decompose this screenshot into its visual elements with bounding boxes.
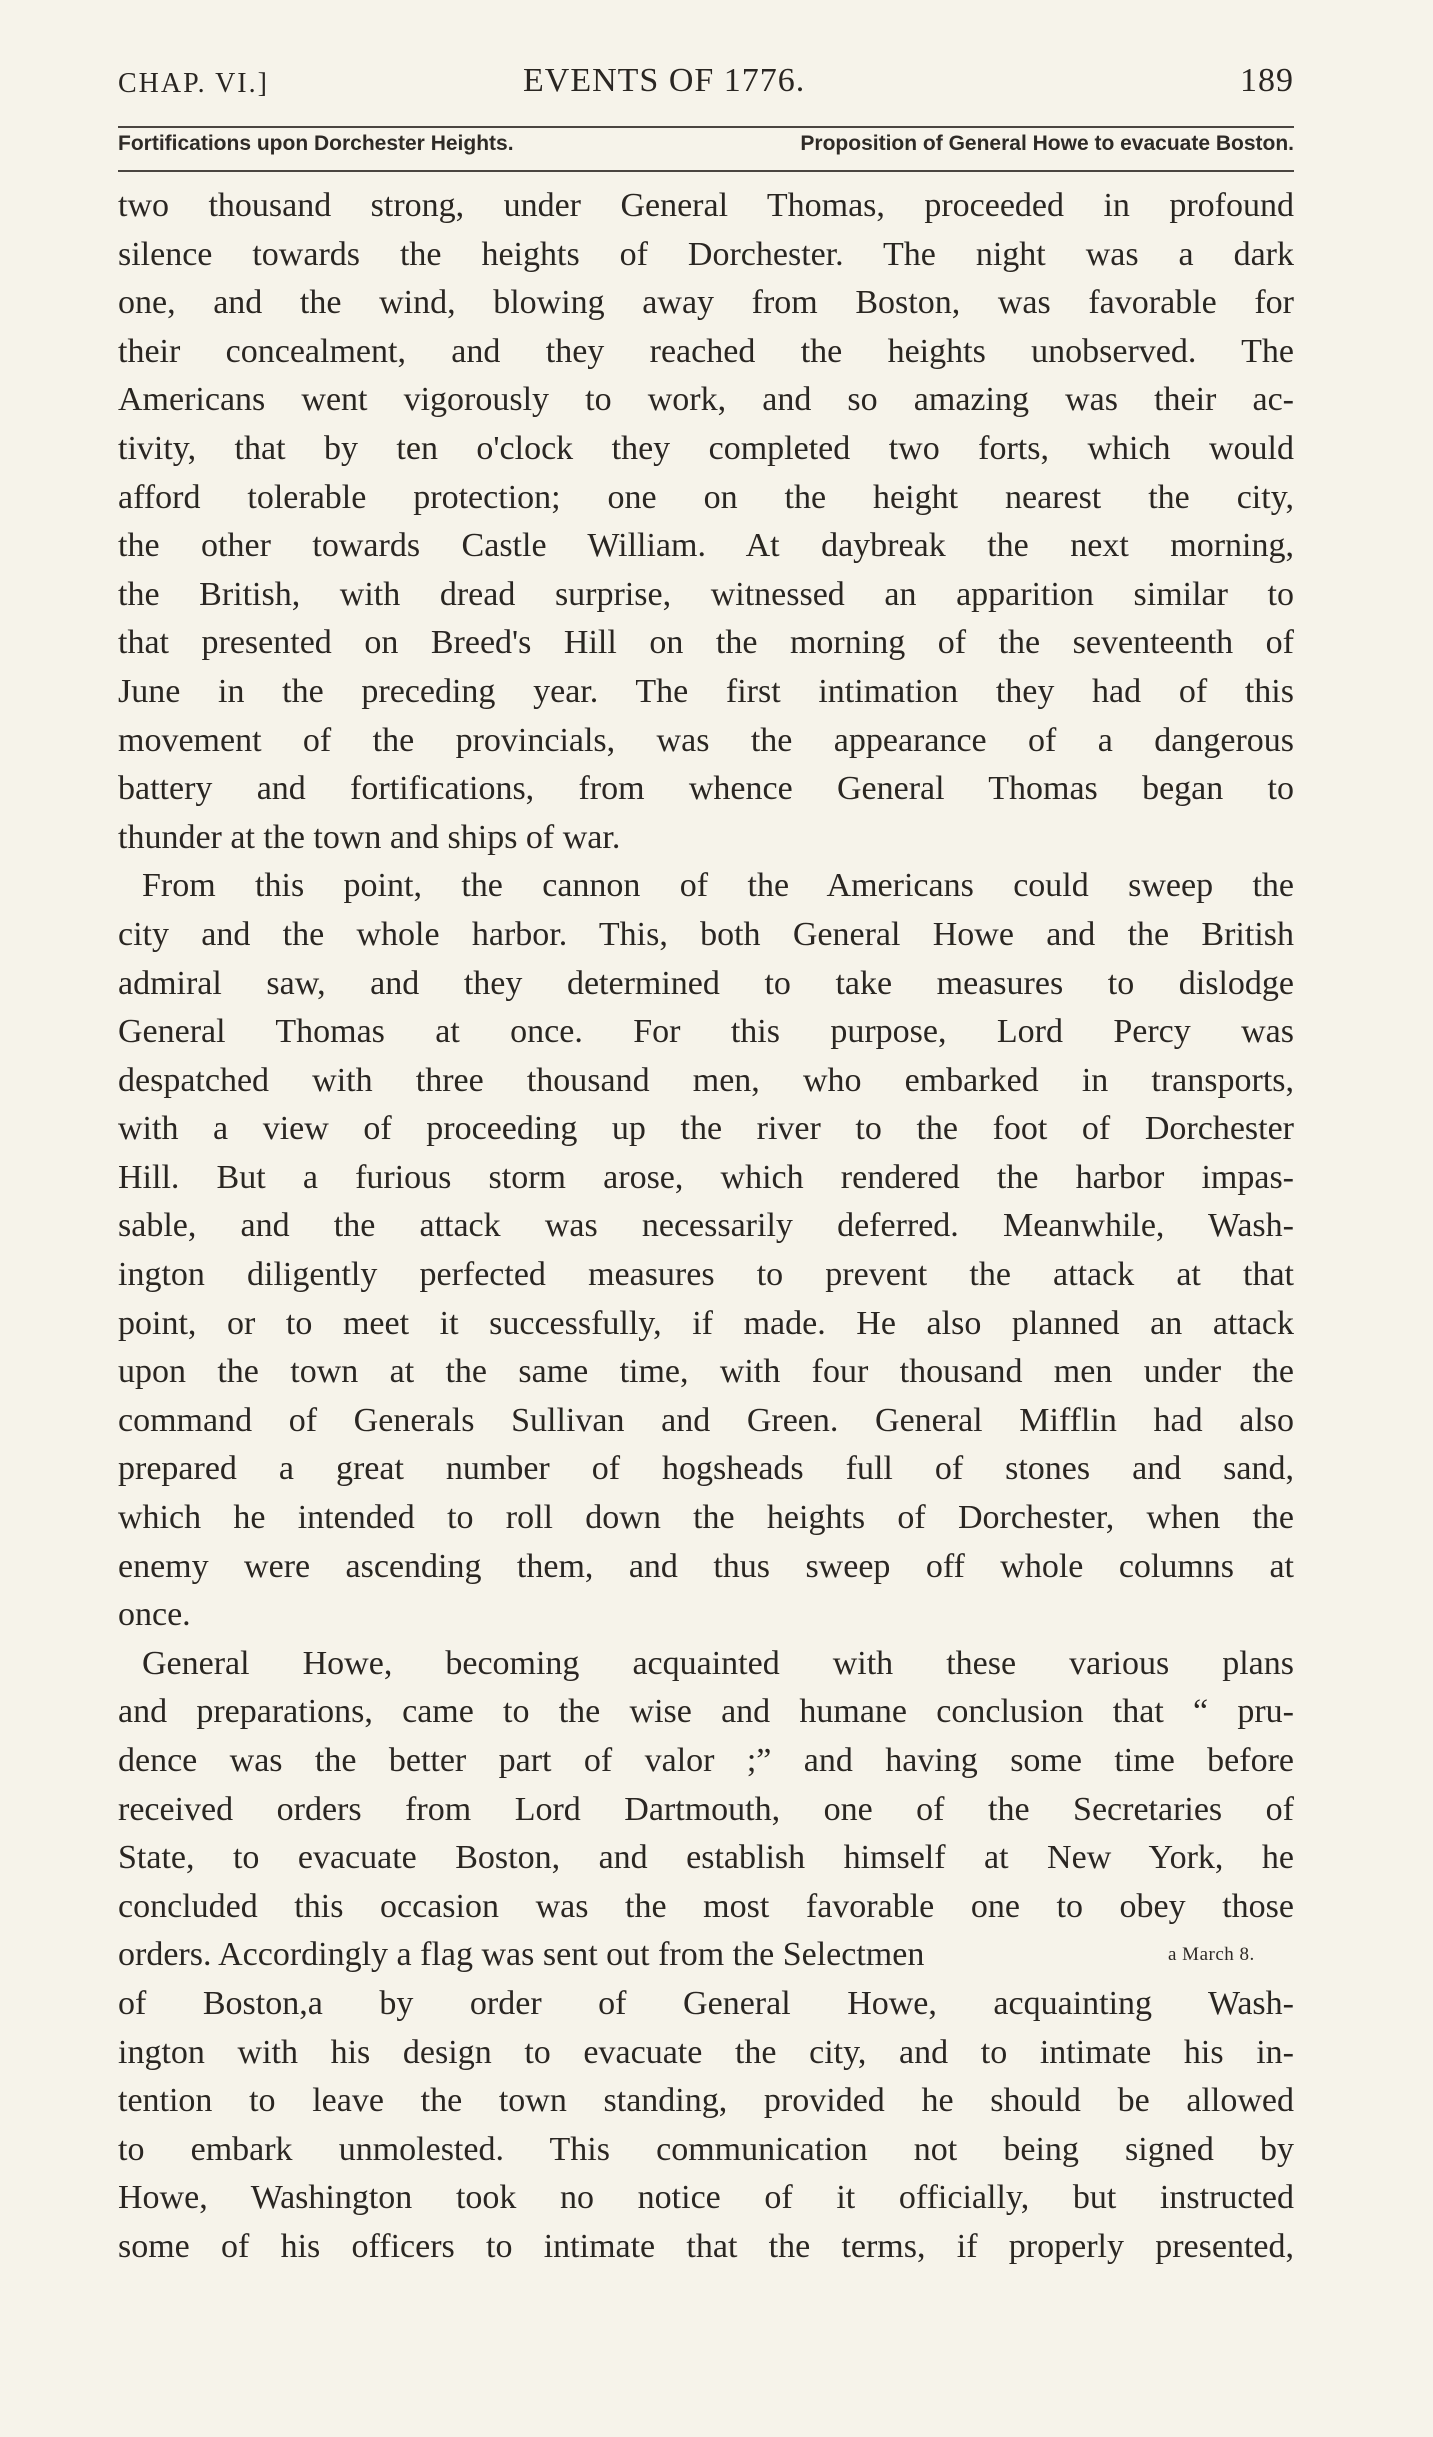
text-line: upon the town at the same time, with four thousand men under the	[118, 1353, 1294, 1391]
text-line: the other towards Castle William. At daybreak the next morning,	[118, 527, 1294, 565]
text-line: the British, with dread surprise, witnessed an apparition similar to	[118, 575, 1294, 613]
text-line: battery and fortifications, from whence General Thomas began to	[118, 770, 1294, 808]
text-line: with a view of proceeding up the river to the foot of Dorchester	[118, 1110, 1294, 1148]
subheader-left: Fortifications upon Dorchester Heights.	[118, 132, 514, 155]
text-line: command of Generals Sullivan and Green. General Mifflin had also	[118, 1401, 1294, 1439]
text-line: Americans went vigorously to work, and so amazing was their ac-	[118, 381, 1294, 419]
text-line: June in the preceding year. The first intimation they had of this	[118, 672, 1294, 710]
running-head	[118, 62, 1294, 112]
text-line: once.	[118, 1596, 191, 1634]
text-line: some of his officers to intimate that the terms, if properly presented,	[118, 2227, 1294, 2265]
text-line: General Thomas at once. For this purpose, Lord Percy was	[118, 1013, 1294, 1051]
text-line: concluded this occasion was the most favorable one to obey those	[118, 1887, 1294, 1925]
text-line: Hill. But a furious storm arose, which rendered the harbor impas-	[118, 1158, 1294, 1196]
text-line: sable, and the attack was necessarily deferred. Meanwhile, Wash-	[118, 1207, 1294, 1245]
text-line: orders. Accordingly a flag was sent out from the Selectmen	[118, 1936, 925, 1974]
text-line: and preparations, came to the wise and humane conclusion that “ pru-	[118, 1693, 1294, 1731]
text-line: General Howe, becoming acquainted with these various plans	[142, 1644, 1294, 1682]
text-line: enemy were ascending them, and thus sweep off whole columns at	[118, 1547, 1294, 1585]
text-line: city and the whole harbor. This, both General Howe and the British	[118, 915, 1294, 953]
text-line: that presented on Breed's Hill on the morning of the seventeenth of	[118, 624, 1294, 662]
text-line: despatched with three thousand men, who embarked in transports,	[118, 1061, 1294, 1099]
text-line: movement of the provincials, was the appearance of a dangerous	[118, 721, 1294, 759]
page-number: 189	[1240, 62, 1294, 99]
margin-note: a March 8.	[1168, 1944, 1255, 1965]
text-line: point, or to meet it successfully, if made. He also planned an attack	[118, 1304, 1294, 1342]
body-text	[118, 182, 1294, 2272]
text-line: afford tolerable protection; one on the height nearest the city,	[118, 478, 1294, 516]
text-line: received orders from Lord Dartmouth, one of the Secretaries of	[118, 1790, 1294, 1828]
text-line: From this point, the cannon of the Americans could sweep the	[142, 867, 1294, 905]
text-line: one, and the wind, blowing away from Boston, was favorable for	[118, 284, 1294, 322]
chapter-label: CHAP. VI.]	[118, 68, 269, 99]
text-line: two thousand strong, under General Thomas, proceeded in profound	[118, 187, 1294, 224]
subheader-rule	[118, 170, 1294, 172]
text-line: their concealment, and they reached the heights unobserved. The	[118, 332, 1294, 370]
text-line: of Boston,a by order of General Howe, acquainting Wash-	[118, 1984, 1294, 2022]
text-line: thunder at the town and ships of war.	[118, 818, 621, 856]
header-rule	[118, 126, 1294, 128]
text-line: tivity, that by ten o'clock they completed two forts, which would	[118, 429, 1294, 467]
text-line: which he intended to roll down the heights of Dorchester, when the	[118, 1499, 1294, 1537]
subheader	[118, 132, 1294, 172]
text-line: to embark unmolested. This communication not being signed by	[118, 2130, 1294, 2168]
text-line: Howe, Washington took no notice of it officially, but instructed	[118, 2179, 1294, 2217]
page-title: EVENTS OF 1776.	[523, 62, 806, 99]
text-line: ington with his design to evacuate the city, and to intimate his in-	[118, 2033, 1294, 2071]
text-line: dence was the better part of valor ;” and having some time before	[118, 1742, 1294, 1779]
text-line: ington diligently perfected measures to prevent the attack at that	[118, 1256, 1294, 1294]
text-line: silence towards the heights of Dorchester. The night was a dark	[118, 235, 1294, 273]
text-line: tention to leave the town standing, provided he should be allowed	[118, 2082, 1294, 2120]
text-line: admiral saw, and they determined to take measures to dislodge	[118, 964, 1294, 1002]
subheader-right: Proposition of General Howe to evacuate Boston.	[800, 132, 1294, 155]
text-line: State, to evacuate Boston, and establish himself at New York, he	[118, 1839, 1294, 1877]
text-line: prepared a great number of hogsheads full of stones and sand,	[118, 1450, 1294, 1488]
